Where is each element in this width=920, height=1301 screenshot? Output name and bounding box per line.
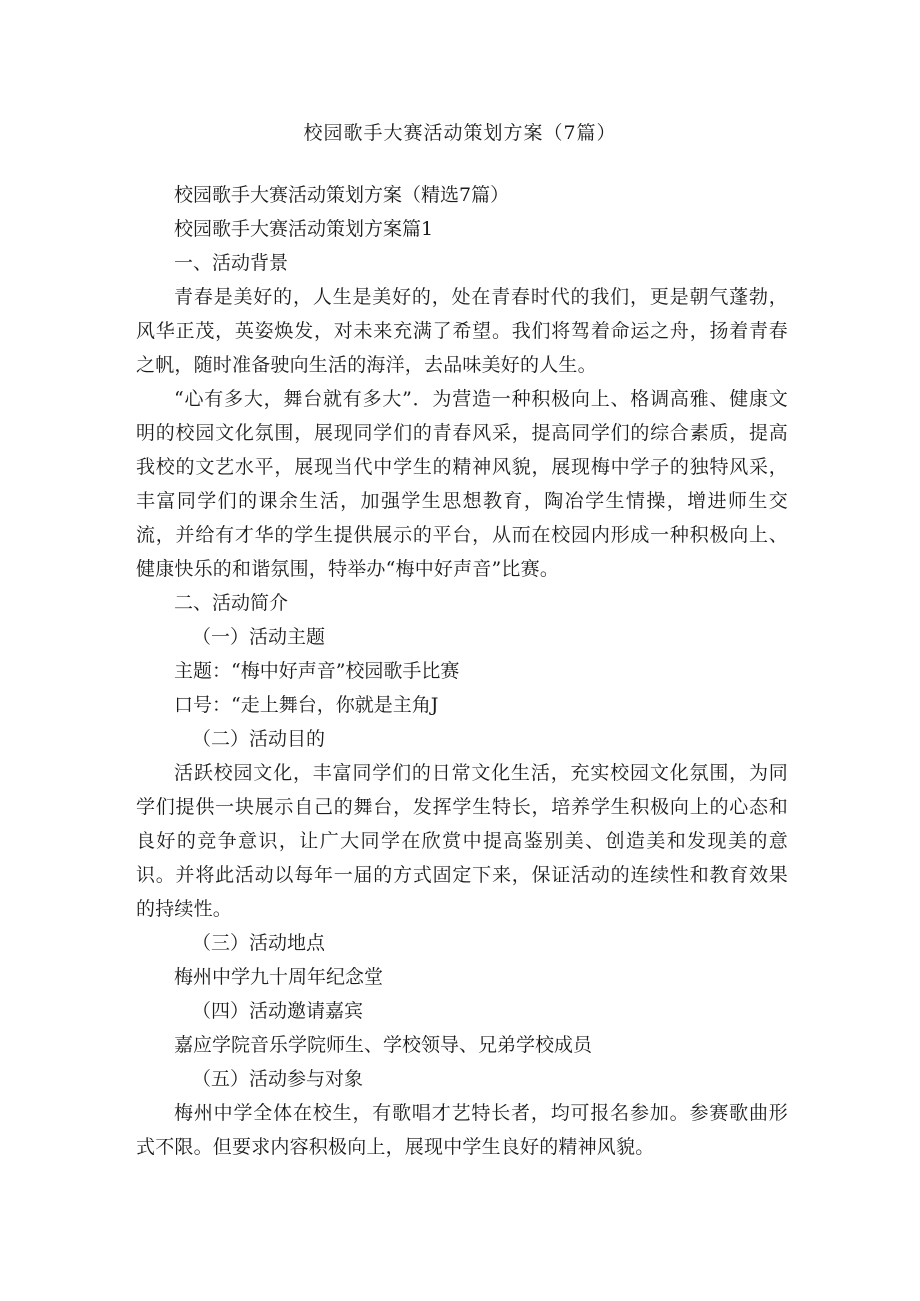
guests-text: 嘉应学院音乐学院师生、学校领导、兄弟学校成员 bbox=[174, 1034, 593, 1056]
document-title: 校园歌手大赛活动策划方案（7篇） bbox=[303, 122, 617, 144]
subheading-theme: （一）活动主题 bbox=[192, 626, 326, 648]
document-body bbox=[136, 178, 788, 1164]
paragraph-participants: 梅州中学全体在校生，有歌唱才艺特长者，均可报名参加。参赛歌曲形式不限。但要求内容积极向上，展现中学生良好的精神风貌。 bbox=[136, 1102, 788, 1158]
article-heading: 校园歌手大赛活动策划方案篇1 bbox=[174, 218, 434, 240]
section-heading-background: 一、活动背景 bbox=[174, 252, 289, 274]
theme-text: 主题：“梅中好声音”校园歌手比赛 bbox=[174, 660, 460, 682]
paragraph-background-2: “心有多大，舞台就有多大”．为营造一种积极向上、格调高雅、健康文明的校园文化氛围，展现同学们的青春风采，提高同学们的综合素质，提高我校的文艺水平，展现当代中学生的精神风貌，展现梅中学子的独特风采，丰富同学们的课余生活，加强学生思想教育，陶冶学生情操，增进师生交流，并给有才华的学生提供展示的平台，从而在校园内形成一种积极向上、健康快乐的和谐氛围，特举办“梅中好声音”比赛。 bbox=[136, 388, 788, 580]
section-heading-intro: 二、活动简介 bbox=[174, 592, 289, 614]
location-text: 梅州中学九十周年纪念堂 bbox=[174, 966, 384, 988]
subheading-purpose: （二）活动目的 bbox=[192, 728, 326, 750]
subheading-guests: （四）活动邀请嘉宾 bbox=[192, 1000, 364, 1022]
paragraph-background-1: 青春是美好的，人生是美好的，处在青春时代的我们，更是朝气蓬勃，风华正茂，英姿焕发，对未来充满了希望。我们将驾着命运之舟，扬着青春之帆，随时准备驶向生活的海洋，去品味美好的人生。 bbox=[136, 286, 788, 376]
subheading-participants: （五）活动参与对象 bbox=[192, 1068, 364, 1090]
paragraph-purpose: 活跃校园文化，丰富同学们的日常文化生活，充实校园文化氛围，为同学们提供一块展示自己的舞台，发挥学生特长，培养学生积极向上的心态和良好的竞争意识，让广大同学在欣赏中提高鉴别美、创造美和发现美的意识。并将此活动以每年一届的方式固定下来，保证活动的连续性和教育效果的持续性。 bbox=[136, 762, 788, 920]
slogan-text: 口号：“走上舞台，你就是主角J bbox=[174, 694, 439, 716]
subheading-location: （三）活动地点 bbox=[192, 932, 326, 954]
document-subtitle: 校园歌手大赛活动策划方案（精选7篇） bbox=[174, 184, 510, 206]
